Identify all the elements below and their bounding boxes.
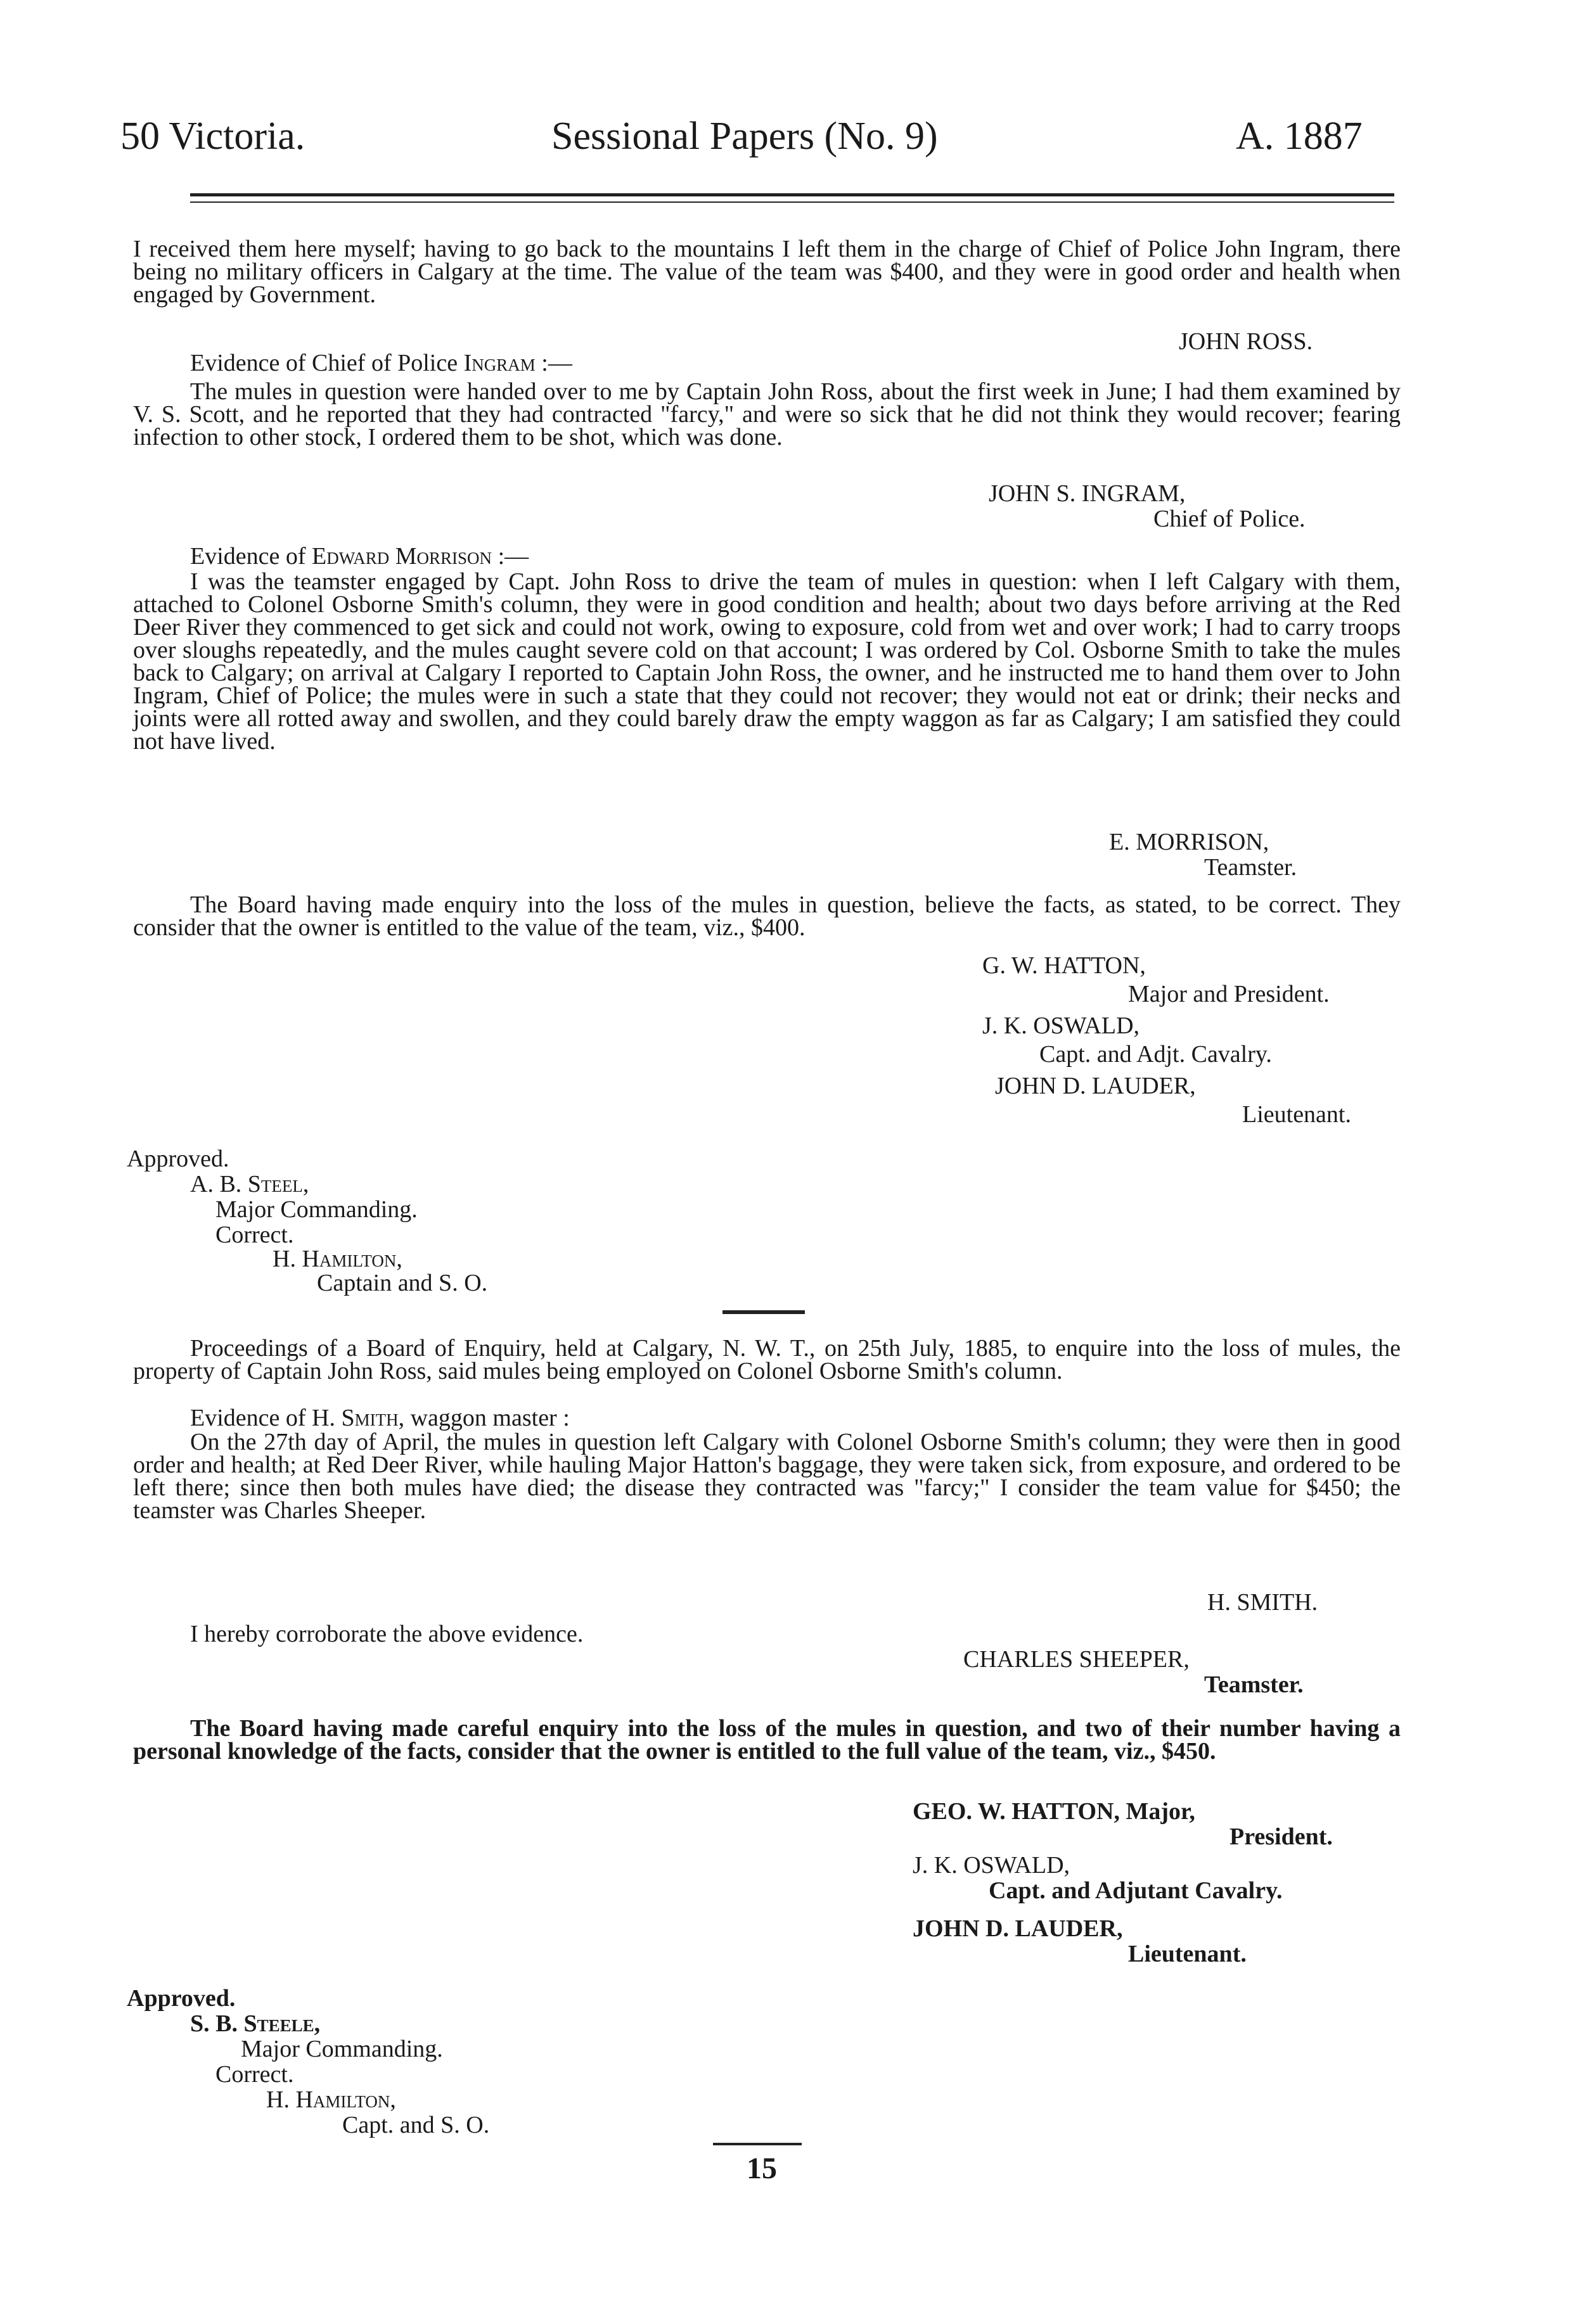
ingram-signature-name: JOHN S. INGRAM, [989, 480, 1186, 507]
smith-evidence: On the 27th day of April, the mules in question left Calgary with Colonel Osborne Smith's column; they were then in good order and health; at Red Deer River, while hauling Major Hatton's baggage, they were taken sick, from exposure, and ordered to be left there; since then both mules have died; the disease they contracted was "farcy;" I consider the team value for $450; the teamster was Charles Sheeper. [133, 1429, 1401, 1524]
hamilton-name-2: H. Hamilton, [266, 2086, 396, 2113]
ingram-evidence: The mules in question were handed over to me by Captain John Ross, about the first week in June; I had them examined by V. S. Scott, and he reported that they had contracted "farcy," and were so sick that he did not think they would recover; fearing infection to other stock, I ordered them to be shot, which was done. [133, 378, 1401, 450]
sheeper-signature-name: CHARLES SHEEPER, [963, 1646, 1190, 1673]
morrison-signature-name: E. MORRISON, [1109, 829, 1269, 855]
page-number-rule [713, 2143, 802, 2145]
page-number: 15 [747, 2152, 777, 2185]
steel-name: A. B. Steel, [190, 1171, 309, 1197]
hatton-signature-title: Major and President. [1128, 981, 1330, 1007]
ross-signature: JOHN ROSS. [1179, 328, 1313, 355]
ingram-heading: Evidence of Chief of Police Ingram :— [190, 350, 572, 376]
hatton-signature-title-2: President. [1229, 1823, 1333, 1850]
steele-name: S. B. Steele, [190, 2010, 321, 2037]
steele-title: Major Commanding. [241, 2036, 443, 2062]
board-finding-1: The Board having made enquiry into the loss of the mules in question, believe the facts, as stated, to be correct. They consider that the owner is entitled to the value of the team, viz., $400. [133, 891, 1401, 941]
lauder-signature-title: Lieutenant. [1242, 1101, 1351, 1128]
lauder-signature-name-2: JOHN D. LAUDER, [913, 1915, 1123, 1942]
header-rule [190, 193, 1394, 196]
morrison-evidence: I was the teamster engaged by Capt. John Ross to drive the team of mules in question: when I left Calgary with them, attached to Colonel Osborne Smith's column, they were in good condition and health; about two days before arriving at the Red Deer River they commenced to get sick and could not work, owing to exposure, cold from wet and over work; I had to carry troops over sloughs repeatedly, and the mules caught severe cold on that account; I was ordered by Col. Osborne Smith to take the mules back to Calgary; on arrival at Calgary I reported to Captain John Ross, the owner, and he instructed me to hand them over to John Ingram, Chief of Police; the mules were in such a state that they could not recover; they would not eat or drink; their necks and joints were all rotted away and swollen, and they could barely draw the empty waggon as far as Calgary; I am satisfied they could not have lived. [133, 568, 1401, 755]
smith-signature: H. SMITH. [1207, 1589, 1318, 1616]
proceedings-intro: Proceedings of a Board of Enquiry, held at Calgary, N. W. T., on 25th July, 1885, to enquire into the loss of mules, the property of Captain John Ross, said mules being employed on Colonel Osborne Smith's column. [133, 1335, 1401, 1384]
hatton-signature-name-2: GEO. W. HATTON, Major, [913, 1798, 1195, 1825]
oswald-signature-title: Capt. and Adjt. Cavalry. [1039, 1041, 1272, 1068]
running-header [120, 95, 1420, 171]
hamilton-name-1: H. Hamilton, [273, 1246, 402, 1272]
header-rule-thin [190, 201, 1394, 203]
steel-title: Major Commanding. [215, 1196, 418, 1223]
hamilton-title-1: Captain and S. O. [317, 1270, 488, 1296]
header-year: A. 1887 [1236, 115, 1363, 158]
corroborate-statement: I hereby corroborate the above evidence. [190, 1621, 584, 1647]
ross-statement: I received them here myself; having to go back to the mountains I left them in the charge of Chief of Police John Ingram, there being no military officers in Calgary at the time. The value of the team was $400, and they were in good order and health when engaged by Government. [133, 236, 1401, 308]
hamilton-title-2: Capt. and S. O. [342, 2112, 490, 2138]
header-session: 50 Victoria. [120, 115, 305, 158]
board-finding-2: The Board having made careful enquiry into the loss of the mules in question, and two of their number having a personal knowledge of the facts, consider that the owner is entitled to the full value of the team, viz., $450. [133, 1715, 1401, 1765]
header-title: Sessional Papers (No. 9) [551, 115, 938, 158]
lauder-signature-title-2: Lieutenant. [1128, 1941, 1247, 1967]
lauder-signature-name: JOHN D. LAUDER, [995, 1073, 1196, 1099]
correct-label-2: Correct. [215, 2061, 294, 2088]
approved-label-1: Approved. [127, 1146, 229, 1172]
section-divider [722, 1310, 805, 1314]
sheeper-signature-title: Teamster. [1204, 1671, 1304, 1698]
oswald-signature-title-2: Capt. and Adjutant Cavalry. [989, 1877, 1283, 1904]
hatton-signature-name: G. W. HATTON, [982, 952, 1146, 979]
morrison-heading: Evidence of Edward Morrison :— [190, 543, 529, 570]
smith-heading: Evidence of H. Smith, waggon master : [190, 1405, 570, 1431]
approved-label-2: Approved. [127, 1985, 236, 2012]
ingram-signature-title: Chief of Police. [1153, 506, 1306, 532]
correct-label-1: Correct. [215, 1222, 294, 1248]
morrison-signature-title: Teamster. [1204, 854, 1297, 881]
oswald-signature-name: J. K. OSWALD, [982, 1012, 1140, 1039]
oswald-signature-name-2: J. K. OSWALD, [913, 1852, 1070, 1879]
